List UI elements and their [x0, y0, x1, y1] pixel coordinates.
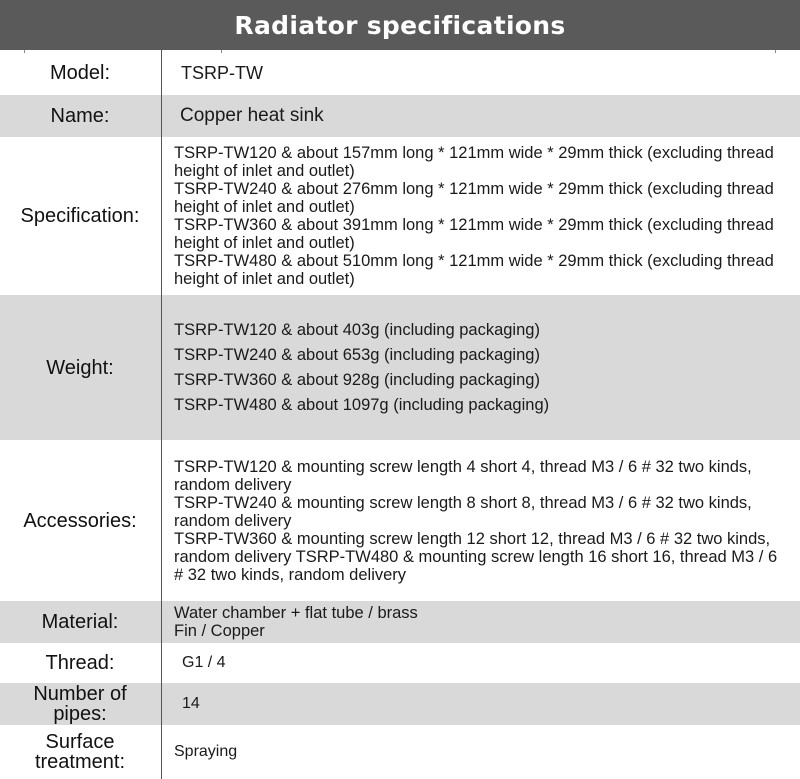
weight-line: TSRP-TW240 & about 653g (including packaging) — [174, 346, 540, 364]
specification-line: TSRP-TW120 & about 157mm long * 121mm wide * 29mm thick (excluding thread height of inlet and outlet) — [174, 144, 774, 180]
accessories-label: Accessories: — [23, 509, 137, 532]
row-model — [0, 50, 800, 95]
row-specification — [0, 137, 800, 295]
specification-line: TSRP-TW480 & about 510mm long * 121mm wide * 29mm thick (excluding thread height of inlet and outlet) — [174, 252, 774, 288]
specification-line: TSRP-TW240 & about 276mm long * 121mm wide * 29mm thick (excluding thread height of inlet and outlet) — [174, 180, 774, 216]
name-label: Name: — [50, 105, 110, 127]
weight-value — [174, 295, 784, 440]
accessories-value — [174, 440, 779, 601]
pipes-label: Number of pipes: — [33, 683, 127, 725]
surface-label: Surface treatment: — [34, 731, 126, 773]
specification-value — [174, 137, 786, 295]
name-value — [180, 95, 790, 137]
thread-value — [182, 643, 792, 683]
model-value-text: TSRP-TW — [181, 62, 263, 83]
surface-value — [174, 725, 784, 779]
model-label: Model: — [49, 61, 111, 84]
column-divider — [161, 50, 162, 779]
model-value — [181, 50, 791, 95]
weight-line: TSRP-TW480 & about 1097g (including packaging) — [174, 396, 550, 414]
material-label: Material: — [41, 611, 119, 633]
row-weight — [0, 295, 800, 440]
material-line: Fin / Copper — [174, 622, 265, 640]
material-line: Water chamber + flat tube / brass — [174, 604, 418, 622]
page-title: Radiator specifications — [0, 0, 800, 50]
thread-label: Thread: — [45, 652, 115, 674]
specification-line: TSRP-TW360 & about 391mm long * 121mm wide * 29mm thick (excluding thread height of inlet and outlet) — [174, 216, 774, 252]
row-material — [0, 601, 800, 643]
surface-value-text: Spraying — [174, 743, 238, 760]
weight-line: TSRP-TW120 & about 403g (including packaging) — [174, 321, 540, 339]
row-accessories — [0, 440, 800, 601]
name-value-text: Copper heat sink — [180, 105, 324, 126]
row-name — [0, 95, 800, 137]
row-surface — [0, 725, 800, 779]
pipes-value-text: 14 — [182, 695, 200, 712]
accessories-line: TSRP-TW120 & mounting screw length 4 short 4, thread M3 / 6 # 32 two kinds, random delivery — [174, 457, 752, 494]
accessories-line: TSRP-TW240 & mounting screw length 8 short 8, thread M3 / 6 # 32 two kinds, random delivery — [174, 493, 752, 530]
accessories-line: TSRP-TW360 & mounting screw length 12 short 12, thread M3 / 6 # 32 two kinds, random delivery TSRP-TW480 & mounting screw length 16 short 16, thread M3 / 6 # 32 two kinds, random delivery — [174, 529, 778, 584]
weight-label: Weight: — [46, 356, 114, 379]
row-thread — [0, 643, 800, 683]
row-pipes — [0, 683, 800, 725]
thread-value-text: G1 / 4 — [182, 654, 226, 671]
material-value — [174, 601, 784, 643]
weight-line: TSRP-TW360 & about 928g (including packaging) — [174, 371, 540, 389]
specification-label: Specification: — [20, 205, 140, 227]
pipes-value — [182, 683, 792, 725]
